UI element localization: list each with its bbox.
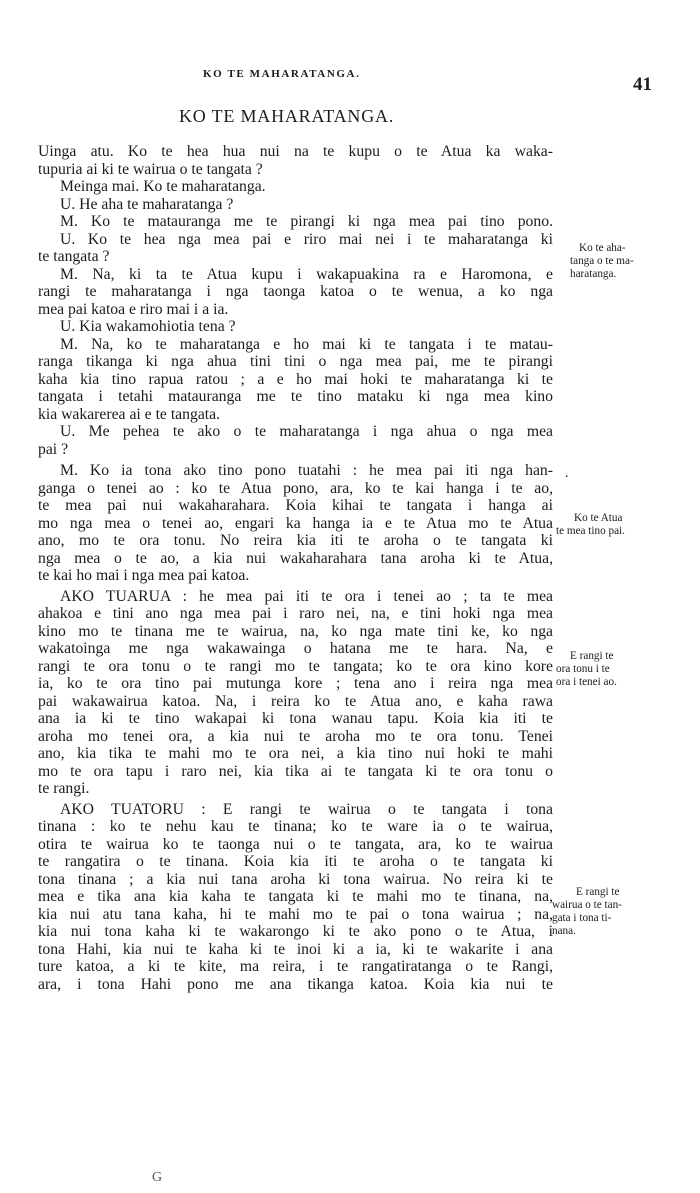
text-line: M. Ko ia tona ako tino pono tuatahi : he mea pai iti nga han-: [60, 462, 553, 479]
text-line: ia, ko te ora tino pai mutunga kore ; tena ano i reira nga mea: [38, 675, 553, 692]
text-line: AKO TUARUA : he mea pai iti te ora i tenei ao ; ta te mea: [60, 587, 553, 605]
stray-dot: .: [565, 466, 569, 481]
text-line: wakatoinga me nga wakawainga o hatana me te hara. Na, e: [38, 640, 553, 657]
text-line: M. Na, ko te maharatanga e ho mai ki te tangata i te matau-: [60, 335, 553, 353]
margin-note-line: te mea tino pai.: [556, 525, 625, 537]
text-line: U. He aha te maharatanga ?: [60, 195, 234, 213]
text-line: kia wakarerea ai e te tangata.: [38, 405, 221, 423]
paragraph-ako-tuatoru: [38, 801, 553, 994]
margin-note-line: gata i tona ti-: [552, 912, 612, 924]
text-line: ture katoa, a ki te kite, ma reira, i te rangatiratanga o te Rangi,: [38, 958, 553, 975]
text-line: Uinga atu. Ko te hea hua nui na te kupu o te Atua ka waka-: [38, 143, 553, 160]
margin-note-line: Ko te Atua: [574, 512, 623, 524]
text-line: ana ia ki te tino wakapai ki tona wanau tapu. Koia kia iti te: [38, 710, 553, 727]
text-line: ganga o tenei ao : ko te Atua pono, ara, ko te kai hanga i te ao,: [38, 479, 553, 497]
text-line: U. Kia wakamohiotia tena ?: [60, 318, 236, 335]
text-line: mea pai katoa e riro mai i a ia.: [38, 300, 229, 318]
text-line: ano, kia tika te mahi mo te ora nei, a kia tino nui hoki te mahi: [38, 745, 553, 762]
text-line: AKO TUATORU : E rangi te wairua o te tangata i tona: [60, 800, 553, 818]
signature-mark: G: [152, 1170, 163, 1185]
margin-note: [556, 512, 625, 538]
text-line: ano, mo te ora tonu. No reira kia iti te aroha o te tangata ki: [38, 532, 553, 549]
margin-note: [552, 886, 622, 938]
text-line: te rangatira o te tinana. Koia kia iti te aroha o te tangata ki: [38, 853, 553, 870]
text-line: nga mea o te ao, a kia nui wakaharahara tana aroha ki te Atua,: [38, 549, 553, 567]
text-line: U. Ko te hea nga mea pai e riro mai nei i te maharatanga ki: [60, 230, 553, 248]
margin-note-line: haratanga.: [570, 268, 617, 280]
margin-note: [556, 650, 617, 689]
margin-note-line: Ko te aha-: [579, 242, 626, 254]
body-text: [38, 143, 553, 993]
margin-note-line: ora tonu i te: [556, 663, 610, 675]
text-line: Meinga mai. Ko te maharatanga.: [60, 178, 266, 195]
text-line: mo nga mea o tenei ao, engari ka hanga ia e te Atua mo te Atua: [38, 514, 553, 532]
text-line: aroha mo tenei ora, a kia nui te aroha mo te ora tonu. Tenei: [38, 727, 553, 745]
text-line: pai wakawairua katoa. Na, i reira ko te Atua ano, e kaha rawa: [38, 692, 553, 710]
margin-note-line: ora i tenei ao.: [556, 676, 617, 688]
text-line: kino mo te tinana me te wairua, na, ko nga mate tini ke, ko nga: [38, 622, 553, 640]
text-line: te kai ho mai i nga mea pai katoa.: [38, 567, 250, 584]
page-number: 41: [633, 74, 652, 95]
text-line: tona tinana ; a kia nui tana aroha ki tona wairua. No reira ki te: [38, 870, 553, 888]
text-line: kaha kia tino rapua ratou ; a e ho mai hoki te maharatanga ki te: [38, 370, 553, 388]
text-line: te tangata ?: [38, 248, 110, 265]
catechism-block: [38, 143, 553, 458]
paragraph-atua: [38, 462, 553, 585]
text-line: kia nui tona kaha ki te wakarongo ki te ako pono o te Atua, i: [38, 923, 553, 940]
text-line: tinana : ko te nehu kau te tinana; ko te ware ia o te wairua,: [38, 818, 553, 835]
text-line: mo te ora tapu i raro nei, kia tika ai te tangata ki te ora tonu o: [38, 762, 553, 780]
text-line: te rangi.: [38, 780, 90, 797]
paragraph-ako-tuarua: [38, 588, 553, 798]
text-line: U. Me pehea te ako o te maharatanga i nga ahua o nga mea: [60, 423, 553, 440]
running-head: KO TE MAHARATANGA.: [203, 68, 361, 80]
text-line: ranga tikanga ki nga ahua tini tini o nga mea pai, me te pirangi: [38, 353, 553, 370]
text-line: tona Hahi, kia nui te kaha ki te inoi ki a ia, ki te wakarite i ana: [38, 940, 553, 958]
text-line: rangi te maharatanga i nga taonga katoa o te wenua, a ko nga: [38, 283, 553, 300]
text-line: tangata i tetahi matauranga me te tino mataku ki nga mea kino: [38, 388, 553, 405]
text-line: otira te wairua ko te taonga nui o te tangata, ara, ko te wairua: [38, 835, 553, 853]
text-line: M. Ko te matauranga me te pirangi ki nga mea pai tino pono.: [60, 213, 553, 230]
margin-note-line: nana.: [552, 925, 576, 937]
text-line: M. Na, ki ta te Atua kupu i wakapuakina ra e Haromona, e: [60, 265, 553, 283]
margin-note: [570, 242, 634, 281]
text-line: mea e tika ana kia kaha te tangata ki te mahi mo te tinana, na,: [38, 888, 553, 905]
text-line: kia nui atu tana kaha, hi te mahi mo te pai o tona wairua ; na,: [38, 905, 553, 923]
text-line: te mea pai nui wakaharahara. Koia kihai te tangata i hanga ai: [38, 497, 553, 514]
margin-note-line: wairua o te tan-: [552, 899, 622, 911]
margin-note-line: tanga o te ma-: [570, 255, 634, 267]
margin-note-line: E rangi te: [570, 650, 614, 662]
chapter-title: KO TE MAHARATANGA.: [179, 106, 395, 126]
text-line: rangi te ora tonu o te rangi mo te tangata; ko te ora kino kore: [38, 657, 553, 675]
text-line: ara, i tona Hahi pono me ana tikanga katoa. Koia kia nui te: [38, 975, 553, 993]
text-line: tupuria ai ki te wairua o te tangata ?: [38, 160, 263, 178]
text-line: pai ?: [38, 440, 69, 458]
text-line: ahakoa e tini ano nga mea pai i raro nei, na, e tini hoki nga mea: [38, 605, 553, 622]
margin-note-line: E rangi te: [576, 886, 620, 898]
